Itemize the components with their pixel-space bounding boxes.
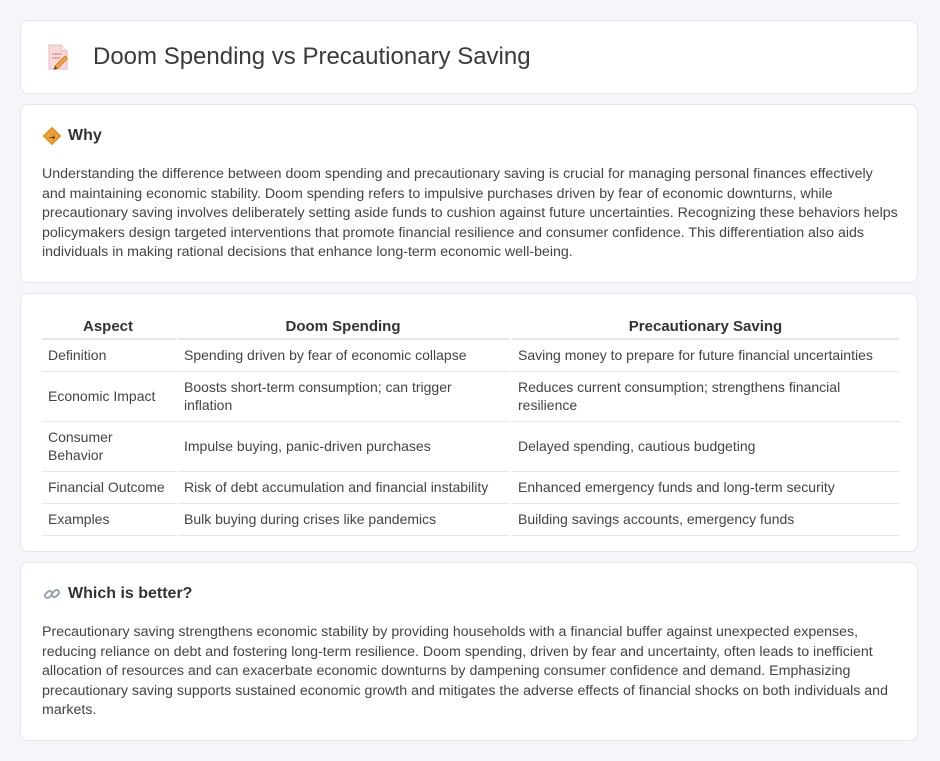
better-title: Which is better? <box>68 585 193 602</box>
header-aspect: Aspect <box>42 316 178 340</box>
why-card <box>20 104 918 283</box>
document-pencil-icon <box>47 43 69 71</box>
why-header <box>43 127 102 145</box>
which-is-better-card <box>20 562 918 741</box>
table-header-row <box>42 316 899 340</box>
table-cell: Consumer Behavior <box>42 422 178 472</box>
table-row <box>42 372 899 422</box>
title-row <box>47 43 531 71</box>
table-cell: Boosts short-term consumption; can trigger inflation <box>178 372 512 422</box>
better-paragraph: Precautionary saving strengthens economic stability by providing households with a financial buffer against unexpected expenses, reducing reliance on debt and fostering long-term resilience. Doom spending, driven by fear and uncertainty, often leads to inefficient allocation of resources and can exacerbate economic downturns by dampening consumer confidence and demand. Emphasizing precautionary saving supports sustained economic growth and mitigates the adverse effects of financial shocks on both individuals and markets. <box>42 624 888 719</box>
header-doom-spending: Doom Spending <box>178 316 512 340</box>
link-icon <box>43 585 61 603</box>
table-cell: Building savings accounts, emergency funds <box>512 504 899 536</box>
table-cell: Economic Impact <box>42 372 178 422</box>
table-cell: Spending driven by fear of economic collapse <box>178 340 512 372</box>
table-cell: Enhanced emergency funds and long-term security <box>512 472 899 504</box>
why-paragraph: Understanding the difference between doom spending and precautionary saving is crucial for managing personal finances effectively and maintaining economic stability. Doom spending refers to impulsive purchases driven by fear of economic downturns, while precautionary saving involves deliberately setting aside funds to cushion against future uncertainties. Recognizing these behaviors helps policymakers design targeted interventions that promote financial resilience and consumer confidence. This differentiation also aids individuals in making rational decisions that enhance long-term economic well-being. <box>42 166 898 261</box>
table-cell: Financial Outcome <box>42 472 178 504</box>
table-cell: Bulk buying during crises like pandemics <box>178 504 512 536</box>
title-card <box>20 20 918 94</box>
table-row <box>42 472 899 504</box>
table-cell: Delayed spending, cautious budgeting <box>512 422 899 472</box>
table-cell: Risk of debt accumulation and financial instability <box>178 472 512 504</box>
why-title: Why <box>68 127 102 144</box>
table-cell: Definition <box>42 340 178 372</box>
better-header <box>43 585 192 603</box>
header-precautionary-saving: Precautionary Saving <box>512 316 899 340</box>
table-cell: Reduces current consumption; strengthens financial resilience <box>512 372 899 422</box>
diamond-sign-icon <box>43 127 61 145</box>
table-cell: Saving money to prepare for future financial uncertainties <box>512 340 899 372</box>
table-row <box>42 340 899 372</box>
page-title: Doom Spending vs Precautionary Saving <box>93 43 531 70</box>
comparison-card <box>20 293 918 552</box>
table-row <box>42 422 899 472</box>
table-cell: Impulse buying, panic-driven purchases <box>178 422 512 472</box>
table-cell: Examples <box>42 504 178 536</box>
table-row <box>42 504 899 536</box>
comparison-table <box>42 316 899 536</box>
